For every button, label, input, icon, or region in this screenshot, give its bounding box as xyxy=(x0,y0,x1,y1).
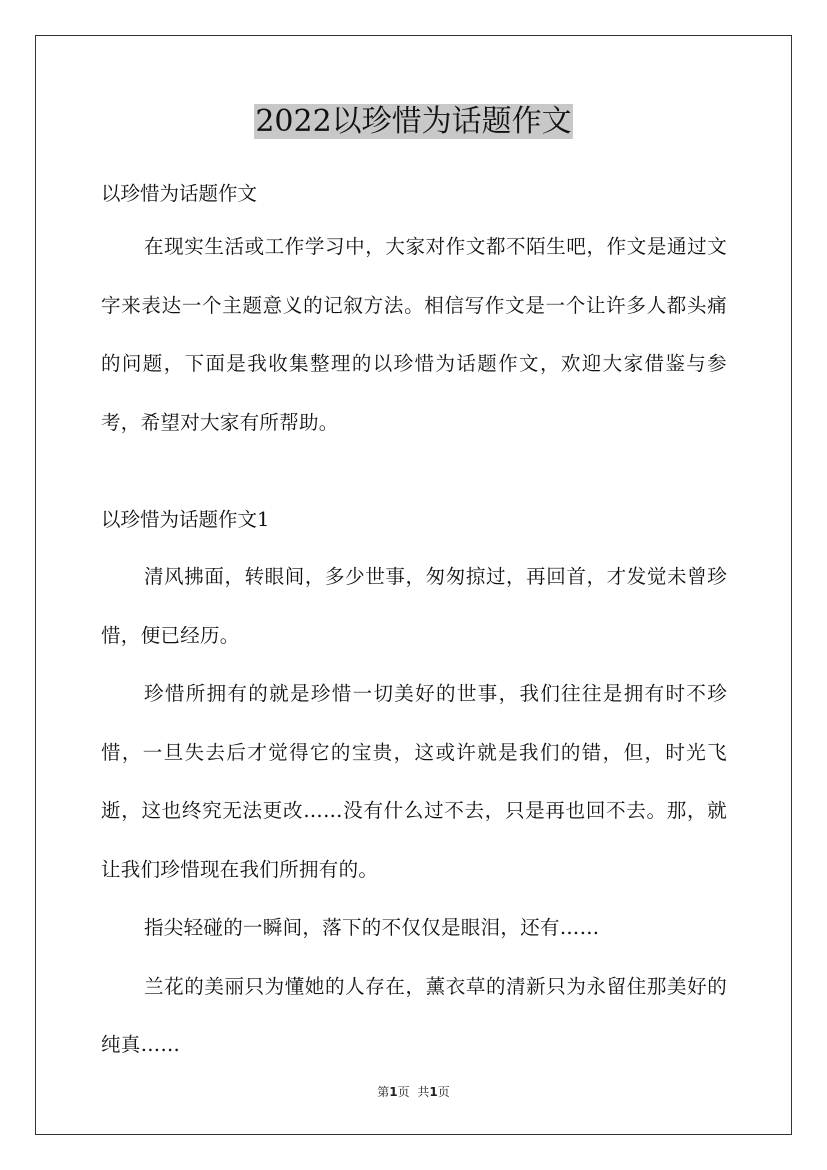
section1-paragraph-1: 清风拂面，转眼间，多少世事，匆匆掠过，再回首，才发觉未曾珍惜，便已经历。 xyxy=(101,565,727,647)
footer-total-prefix: 共 xyxy=(417,1085,430,1099)
intro-body xyxy=(101,218,727,452)
document-title xyxy=(0,98,827,146)
intro-paragraph: 在现实生活或工作学习中，大家对作文都不陌生吧，作文是通过文字来表达一个主题意义的记叙方法。相信写作文是一个让许多人都头痛的问题，下面是我收集整理的以珍惜为话题作文，欢迎大家借鉴与参考，希望对大家有所帮助。 xyxy=(101,235,727,434)
footer-total-pages: 1 xyxy=(429,1085,438,1099)
intro-heading: 以珍惜为话题作文 xyxy=(101,182,258,205)
section1-paragraph-4: 兰花的美丽只为懂她的人存在，薰衣草的清新只为永留住那美好的纯真…… xyxy=(101,974,727,1056)
document-title-text: 2022以珍惜为话题作文 xyxy=(255,104,572,139)
footer-page-number: 1 xyxy=(389,1085,398,1099)
footer-total-label: 页 xyxy=(437,1085,450,1099)
footer-page-label: 页 xyxy=(397,1085,410,1099)
page-footer xyxy=(0,1083,827,1100)
section1-heading: 以珍惜为话题作文1 xyxy=(101,508,270,531)
section1-body xyxy=(101,548,727,1075)
section1-paragraph-3: 指尖轻碰的一瞬间，落下的不仅仅是眼泪，还有…… xyxy=(144,916,600,939)
footer-page-prefix: 第 xyxy=(377,1085,390,1099)
section1-paragraph-2: 珍惜所拥有的就是珍惜一切美好的世事，我们往往是拥有时不珍惜，一旦失去后才觉得它的宝贵，这或许就是我们的错，但，时光飞逝，这也终究无法更改……没有什么过不去，只是再也回不去。那，就让我们珍惜现在我们所拥有的。 xyxy=(101,682,727,881)
